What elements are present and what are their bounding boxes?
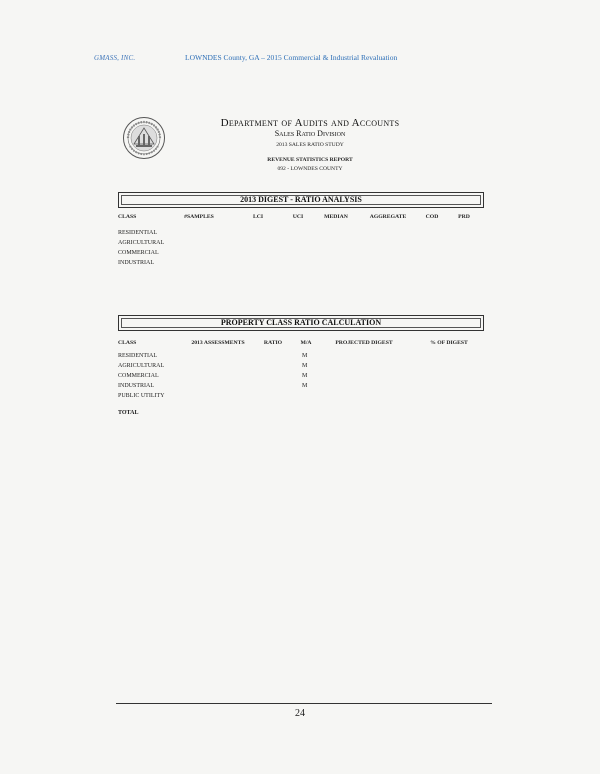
header-company: GMASS, INC. xyxy=(94,54,136,62)
row-class-label: AGRICULTURAL xyxy=(118,240,165,246)
table-cell: M xyxy=(302,363,308,369)
column-header: CLASS xyxy=(118,214,137,220)
column-header: AGGREGATE xyxy=(369,214,407,220)
total-label: TOTAL xyxy=(118,410,139,416)
georgia-state-seal-icon xyxy=(122,116,166,160)
column-header: 2013 ASSESSMENTS xyxy=(191,340,245,346)
header-title: LOWNDES County, GA – 2015 Commercial & Industrial Revaluation xyxy=(185,53,398,62)
department-title: Department of Audits and Accounts xyxy=(220,117,400,129)
column-header: PRD xyxy=(458,214,470,220)
row-class-label: INDUSTRIAL xyxy=(118,383,154,389)
county-label: 092 - LOWNDES COUNTY xyxy=(277,166,343,172)
column-header: LCI xyxy=(252,214,264,220)
property-class-title: PROPERTY CLASS RATIO CALCULATION xyxy=(118,315,484,331)
column-header: PROJECTED DIGEST xyxy=(335,340,393,346)
page-number: 24 xyxy=(295,708,305,719)
column-header: CLASS xyxy=(118,340,137,346)
column-header: #SAMPLES xyxy=(184,214,214,220)
row-class-label: AGRICULTURAL xyxy=(118,363,165,369)
table-cell: M xyxy=(302,373,308,379)
study-title: 2013 SALES RATIO STUDY xyxy=(276,142,344,148)
column-header: M/A xyxy=(300,340,312,346)
row-class-label: COMMERCIAL xyxy=(118,373,159,379)
ratio-analysis-title: 2013 DIGEST - RATIO ANALYSIS xyxy=(118,192,484,208)
row-class-label: RESIDENTIAL xyxy=(118,353,157,359)
column-header: RATIO xyxy=(263,340,283,346)
division-title: Sales Ratio Division xyxy=(274,129,346,138)
row-class-label: INDUSTRIAL xyxy=(118,260,154,266)
row-class-label: COMMERCIAL xyxy=(118,250,159,256)
column-header: COD xyxy=(425,214,439,220)
row-class-label: RESIDENTIAL xyxy=(118,230,157,236)
column-header: % OF DIGEST xyxy=(430,340,468,346)
report-title: REVENUE STATISTICS REPORT xyxy=(267,157,353,163)
row-class-label: PUBLIC UTILITY xyxy=(118,393,165,399)
column-header: MEDIAN xyxy=(324,214,348,220)
column-header: UCI xyxy=(292,214,304,220)
table-cell: M xyxy=(302,353,308,359)
footer-divider xyxy=(116,703,492,704)
table-cell: M xyxy=(302,383,308,389)
